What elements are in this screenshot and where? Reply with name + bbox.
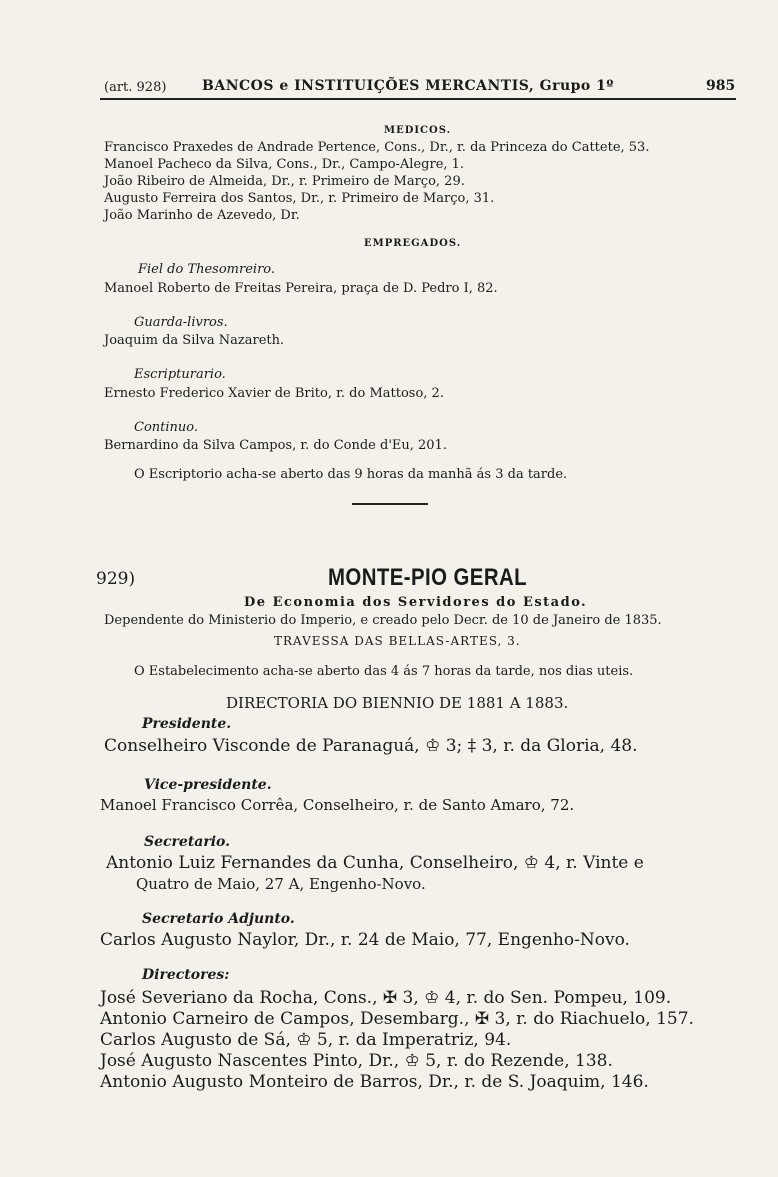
institution-title: MONTE-PIO GERAL (328, 564, 528, 591)
medico-line: Manoel Pacheco da Silva, Cons., Dr., Campo-Alegre, 1. (104, 157, 465, 172)
role-continuo: Continuo. (134, 420, 199, 435)
secretario-adjunto-name: Carlos Augusto Naylor, Dr., r. 24 de Maio, 77, Engenho-Novo. (100, 930, 630, 950)
running-header-title: BANCOS e INSTITUIÇÕES MERCANTIS, Grupo 1º (202, 78, 614, 94)
institution-hours: O Estabelecimento acha-se aberto das 4 ás 7 horas da tarde, nos dias uteis. (134, 664, 634, 679)
role-guarda-livros: Guarda-livros. (134, 315, 228, 330)
entry-number: 929) (96, 569, 136, 589)
role-directores: Directores: (142, 967, 230, 983)
role-presidente: Presidente. (142, 716, 232, 732)
vice-presidente-name: Manoel Francisco Corrêa, Conselheiro, r. de Santo Amaro, 72. (100, 796, 575, 814)
role-fiel: Fiel do Thesomreiro. (138, 262, 276, 277)
director-line: Antonio Carneiro de Campos, Desembarg., ✠ 3, r. do Riachuelo, 157. (100, 1009, 694, 1029)
institution-dependence: Dependente do Ministerio do Imperio, e creado pelo Decr. de 10 de Janeiro de 1835. (104, 613, 662, 628)
medico-line: Augusto Ferreira dos Santos, Dr., r. Primeiro de Março, 31. (104, 191, 495, 206)
director-line: Carlos Augusto de Sá, ♔ 5, r. da Imperatriz, 94. (100, 1030, 512, 1050)
empregados-heading: EMPREGADOS. (364, 238, 462, 249)
header-rule (100, 98, 736, 100)
section-divider (352, 503, 428, 505)
medico-line: João Marinho de Azevedo, Dr. (104, 208, 300, 223)
institution-address: TRAVESSA DAS BELLAS-ARTES, 3. (274, 634, 521, 648)
director-line: José Augusto Nascentes Pinto, Dr., ♔ 5, r. do Rezende, 138. (100, 1051, 613, 1071)
guarda-livros-name: Joaquim da Silva Nazareth. (104, 333, 285, 348)
institution-subtitle: De Economia dos Servidores do Estado. (244, 595, 588, 610)
medicos-heading: MEDICOS. (384, 125, 452, 136)
director-line: José Severiano da Rocha, Cons., ✠ 3, ♔ 4, r. do Sen. Pompeu, 109. (100, 988, 672, 1008)
page-number: 985 (706, 78, 736, 94)
medico-line: Francisco Praxedes de Andrade Pertence, Cons., Dr., r. da Princeza do Cattete, 53. (104, 140, 650, 155)
article-reference: (art. 928) (104, 80, 167, 95)
presidente-name: Conselheiro Visconde de Paranaguá, ♔ 3; ‡ 3, r. da Gloria, 48. (104, 736, 638, 756)
role-escripturario: Escripturario. (134, 367, 226, 382)
role-vice-presidente: Vice-presidente. (144, 777, 272, 793)
director-line: Antonio Augusto Monteiro de Barros, Dr., r. de S. Joaquim, 146. (100, 1072, 649, 1092)
escripturario-name: Ernesto Frederico Xavier de Brito, r. do Mattoso, 2. (104, 386, 444, 401)
fiel-name: Manoel Roberto de Freitas Pereira, praça de D. Pedro I, 82. (104, 281, 498, 296)
medico-line: João Ribeiro de Almeida, Dr., r. Primeiro de Março, 29. (104, 174, 465, 189)
escriptorio-hours: O Escriptorio acha-se aberto das 9 horas da manhã ás 3 da tarde. (134, 467, 568, 482)
directoria-heading: DIRECTORIA DO BIENNIO DE 1881 A 1883. (226, 694, 569, 712)
secretario-line-1: Antonio Luiz Fernandes da Cunha, Conselheiro, ♔ 4, r. Vinte e (106, 853, 644, 873)
role-secretario-adjunto: Secretario Adjunto. (142, 911, 295, 927)
continuo-name: Bernardino da Silva Campos, r. do Conde d'Eu, 201. (104, 438, 447, 453)
role-secretario: Secretario. (144, 834, 231, 850)
secretario-line-2: Quatro de Maio, 27 A, Engenho-Novo. (136, 875, 426, 893)
